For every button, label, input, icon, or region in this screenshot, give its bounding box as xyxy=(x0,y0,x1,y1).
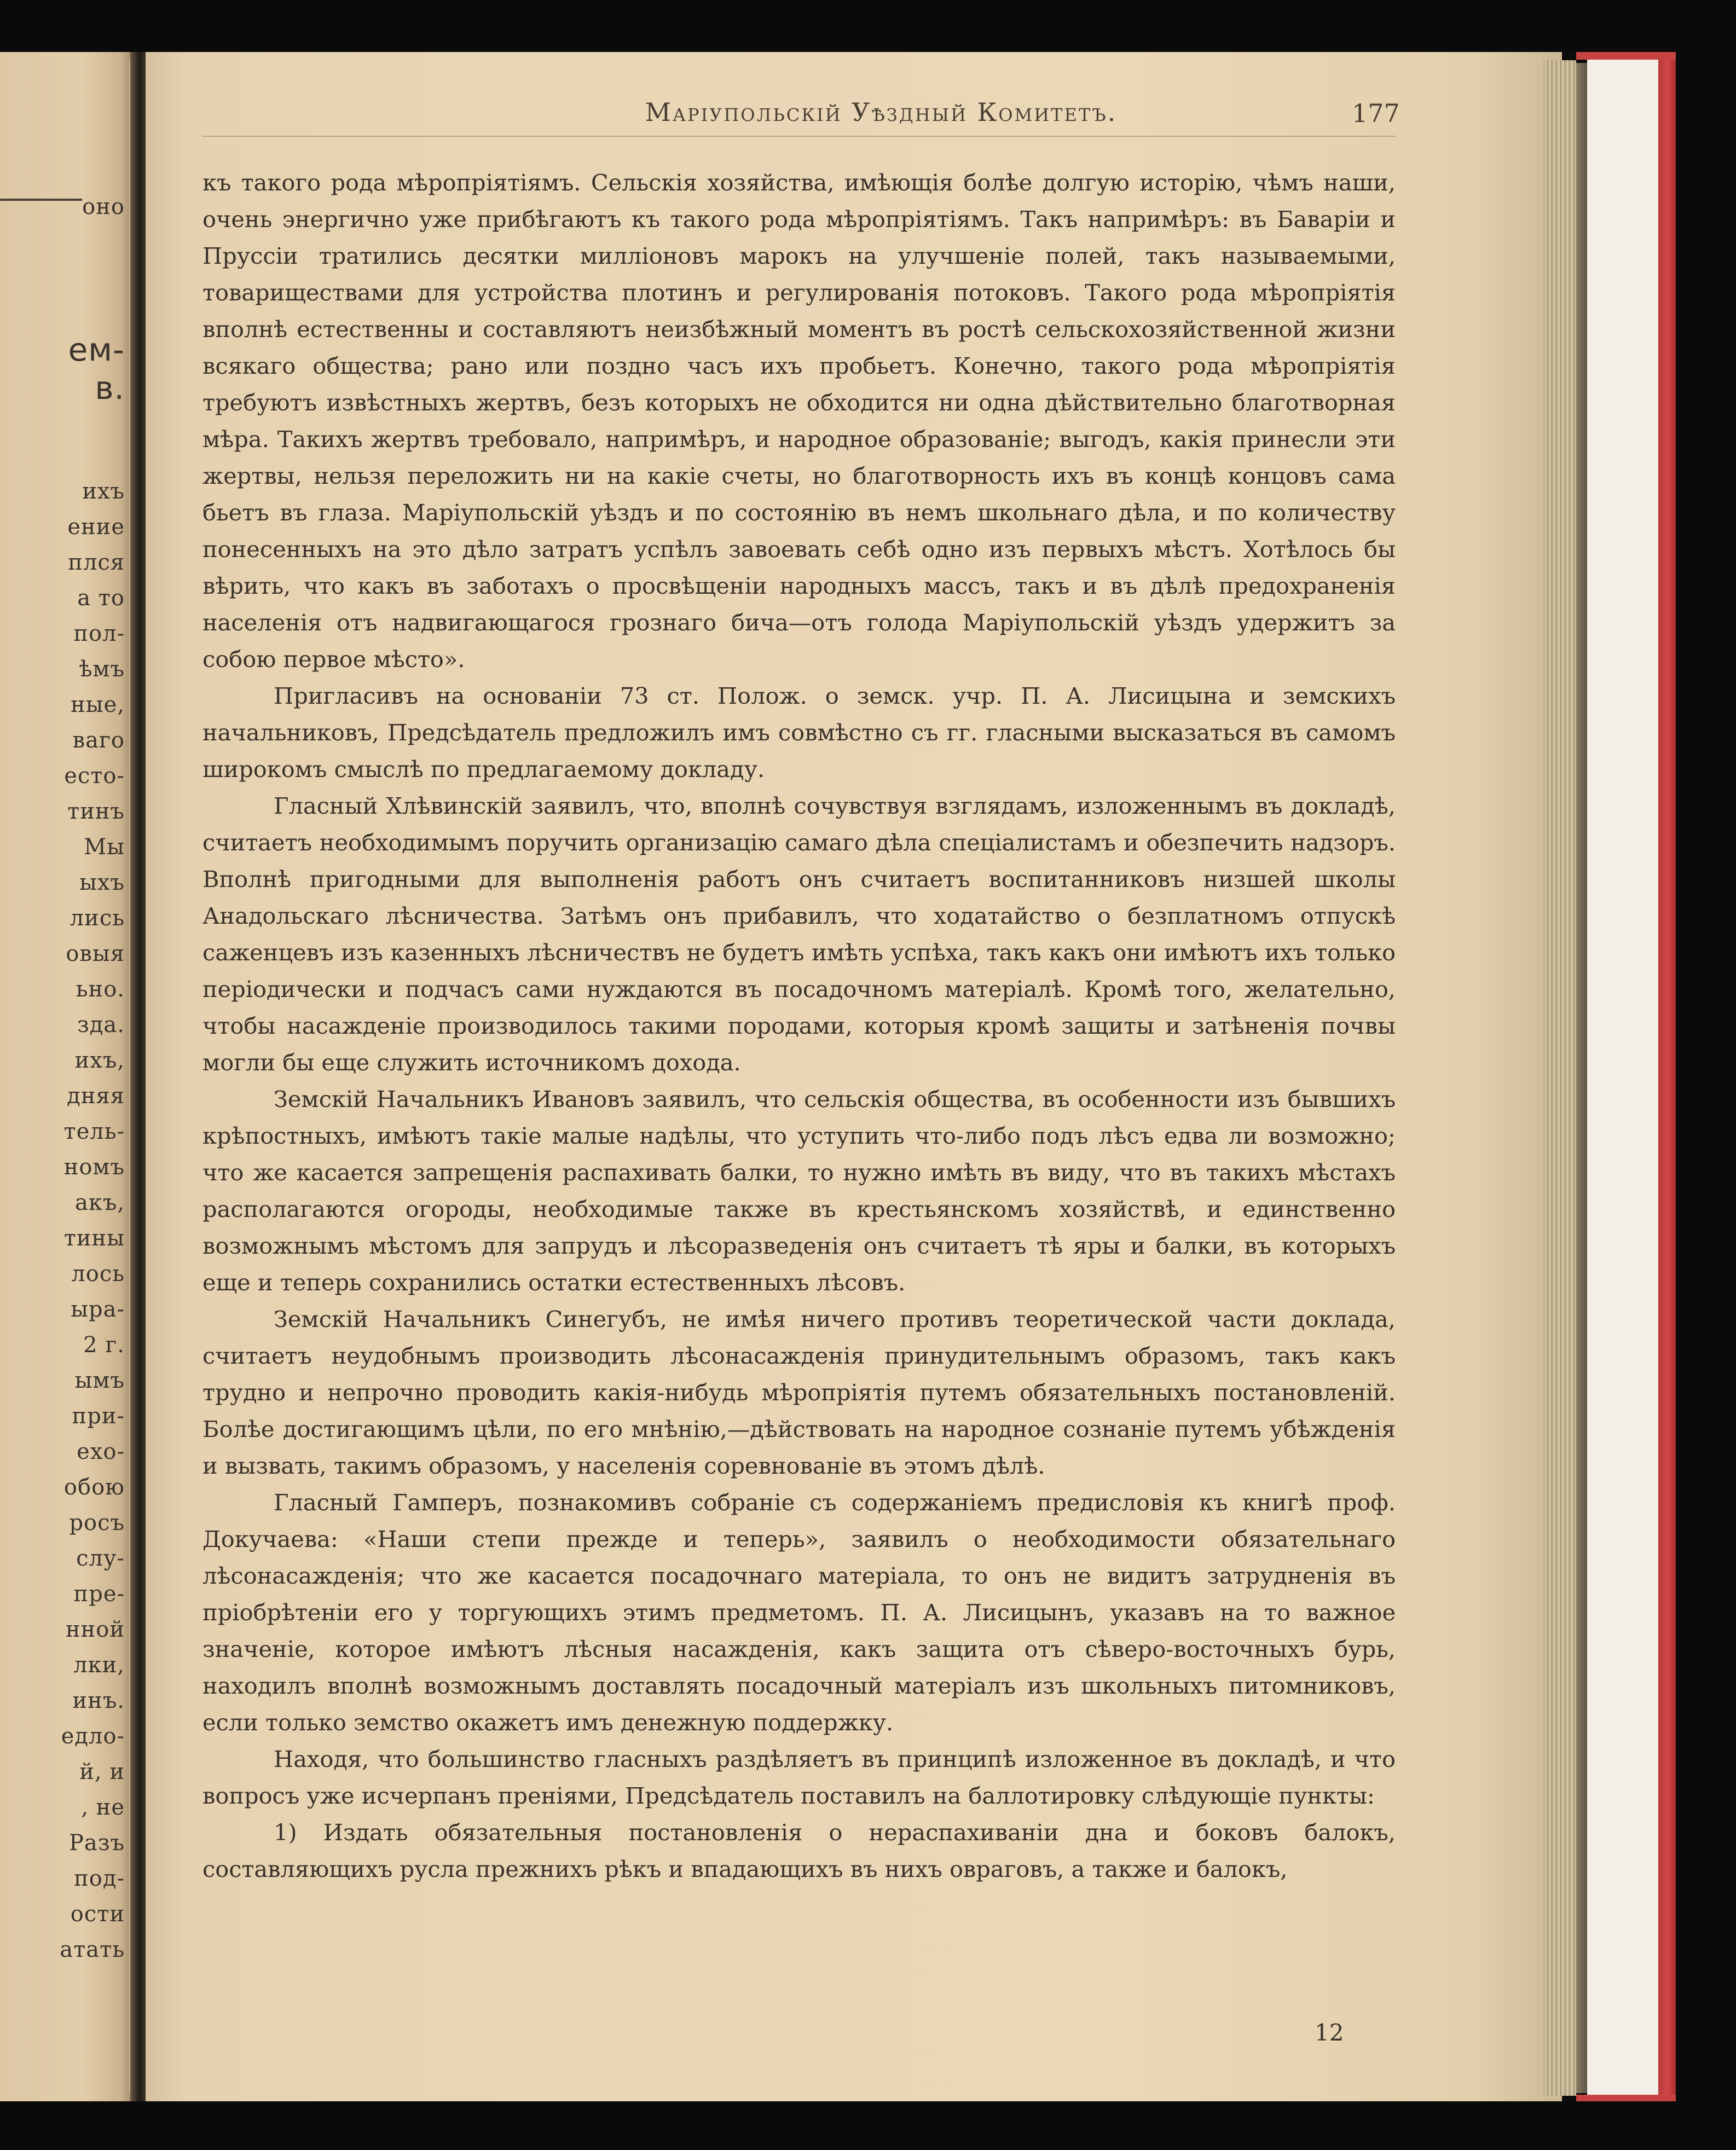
left-page-fragment: нной xyxy=(65,1617,125,1642)
left-page-fragment: атать xyxy=(60,1937,125,1962)
left-page-fragment: тины xyxy=(63,1226,125,1251)
book-cover-top xyxy=(1576,52,1676,60)
left-page-fragment: Разъ xyxy=(68,1830,125,1856)
left-page-fragment: Мы xyxy=(84,834,125,860)
left-page-fragment: овыя xyxy=(66,941,125,966)
left-page-fragment: лки, xyxy=(73,1653,125,1678)
left-page-fragment: пре- xyxy=(73,1581,125,1607)
book-cover-bottom xyxy=(1576,2095,1676,2101)
left-page-fragment: ости xyxy=(70,1902,125,1927)
body-text xyxy=(202,164,1396,1887)
left-page-fragment: обою xyxy=(63,1475,125,1500)
left-page-fragment: едло- xyxy=(61,1724,125,1749)
left-facing-page xyxy=(0,52,137,2101)
signature-mark: 12 xyxy=(1315,2019,1344,2046)
left-page-fragment: й, и xyxy=(79,1759,125,1784)
left-page-fragment: ные, xyxy=(71,692,125,717)
left-page-fragment: лось xyxy=(71,1261,125,1286)
paragraph: Гласный Хлѣвинскій заявилъ, что, вполнѣ сочувствуя взглядамъ, изложеннымъ въ докладѣ, считаетъ необходимымъ поручить организацію самаго дѣла спеціалистамъ и обезпечить надзоръ. Вполнѣ пригодными для выполненія работъ онъ считаетъ воспитанниковъ низшей школы Анадольскаго лѣсничества. Затѣмъ онъ прибавилъ, что ходатайство о безплатномъ отпускѣ саженцевъ изъ казенныхъ лѣсничествъ не будетъ имѣть успѣха, такъ какъ они имѣютъ ихъ только періодически и подчасъ сами нуждаются въ посадочномъ матеріалѣ. Кромѣ того, желательно, чтобы насажденіе производилось такими породами, которыя кромѣ защиты и затѣненія почвы могли бы еще служить источникомъ дохода. xyxy=(202,792,1396,1076)
page-number: 177 xyxy=(1352,98,1400,128)
endpaper xyxy=(1587,57,1658,2096)
left-page-fragment: тинъ xyxy=(67,799,125,824)
left-page-fragment: 2 г. xyxy=(83,1332,125,1358)
left-page-fragment: ихъ, xyxy=(74,1048,125,1073)
left-page-fragment: инъ. xyxy=(72,1688,125,1713)
left-page-fragment: росъ xyxy=(69,1510,125,1535)
page-stack-edge xyxy=(1543,60,1576,2096)
left-page-fragment: ыра- xyxy=(71,1297,125,1322)
left-page-fragment: ение xyxy=(67,514,125,540)
left-page-fragment: ьно. xyxy=(76,977,125,1002)
paragraph: Гласный Гамперъ, познакомивъ собраніе съ содержаніемъ предисловія къ книгѣ проф. Докучаева: «Наши степи прежде и теперь», заявилъ о необходимости обязательнаго лѣсонасажденія; что же касается посадочнаго матеріала, то онъ не видитъ затрудненія въ пріобрѣтеніи его у торгующихъ этимъ предметомъ. П. А. Лисицынъ, указавъ на то важное значеніе, которое имѣютъ лѣсныя насажденія, какъ защита отъ сѣверо-восточныхъ бурь, находилъ вполнѣ возможнымъ доставлять посадочный матеріалъ изъ школьныхъ питомниковъ, если только земство окажетъ имъ денежную поддержку. xyxy=(202,1489,1396,1736)
left-page-fragment: слу- xyxy=(76,1546,125,1571)
book-cover-edge xyxy=(1658,52,1676,2101)
left-page-fragment: а то xyxy=(77,586,125,611)
left-page-fragment: пол- xyxy=(73,621,125,646)
left-page-fragment: ем- xyxy=(68,331,125,368)
left-page-fragment: в. xyxy=(95,369,125,407)
left-page-fragment: при- xyxy=(72,1404,125,1429)
paragraph: 1) Издать обязательныя постановленія о нераспахиваніи дна и боковъ балокъ, составляющихъ русла прежнихъ рѣкъ и впадающихъ въ нихъ овраговъ, а также и балокъ, xyxy=(202,1819,1396,1882)
left-page-fragment: лись xyxy=(70,906,125,931)
left-page-fragment: ѣмъ xyxy=(79,657,125,682)
paragraph: Находя, что большинство гласныхъ раздѣляетъ въ принципѣ изложенное въ докладѣ, и что вопросъ уже исчерпанъ преніями, Предсѣдатель поставилъ на баллотировку слѣдующіе пункты: xyxy=(202,1746,1396,1809)
left-page-fragment: под- xyxy=(74,1866,125,1891)
book-gutter xyxy=(130,52,146,2101)
left-page-fragment: акъ, xyxy=(74,1190,125,1215)
paragraph: Земскій Начальникъ Синегубъ, не имѣя ничего противъ теоретической части доклада, считаетъ неудобнымъ производить лѣсонасажденія принудительнымъ образомъ, такъ какъ трудно и непрочно проводить какія-нибудь мѣропріятія путемъ обязательныхъ постановленій. Болѣе достигающимъ цѣли, по его мнѣнію,—дѣйствовать на народное сознаніе путемъ убѣжденія и вызвать, такимъ образомъ, у населенія соревнованіе въ этомъ дѣлѣ. xyxy=(202,1306,1396,1479)
running-head: Маріупольскій Уѣздный Комитетъ. xyxy=(645,97,1118,127)
left-page-fragment: ваго xyxy=(72,728,125,753)
left-page-fragment: зда. xyxy=(77,1012,125,1038)
left-page-fragment: ехо- xyxy=(77,1439,125,1464)
header-rule xyxy=(202,136,1396,137)
left-page-fragment: ихъ xyxy=(82,479,125,504)
left-page-rule xyxy=(0,199,82,201)
left-page-fragment: ымъ xyxy=(74,1368,125,1393)
left-page-fragment: есто- xyxy=(64,763,125,789)
left-page-fragment: дняя xyxy=(67,1083,125,1109)
page-stack-shadow xyxy=(1576,63,1587,2093)
left-page-fragment: тель- xyxy=(63,1119,125,1144)
paragraph: къ такого рода мѣропріятіямъ. Сельскія хозяйства, имѣющія болѣе долгую исторію, чѣмъ наши, очень энергично уже прибѣгаютъ къ такого рода мѣропріятіямъ. Такъ напримѣръ: въ Баваріи и Пруссіи тратились десятки милліоновъ марокъ на улучшеніе полей, такъ называемыми, товариществами для устройства плотинъ и регулированія потоковъ. Такого рода мѣропріятія вполнѣ естественны и составляютъ неизбѣжный моментъ въ ростѣ сельскохозяйственной жизни всякаго общества; рано или поздно часъ ихъ пробьетъ. Конечно, такого рода мѣропріятія требуютъ извѣстныхъ жертвъ, безъ которыхъ не обходится ни одна дѣйствительно благотворная мѣра. Такихъ жертвъ требовало, напримѣръ, и народное образованіе; выгодъ, какія принесли эти жертвы, нельзя переложить ни на какіе счеты, но благотворность ихъ въ концѣ концовъ сама бьетъ въ глаза. Маріупольскій уѣздъ и по состоянію въ немъ школьнаго дѣла, и по количеству понесенныхъ на это дѣло затратъ успѣлъ завоевать себѣ одно изъ первыхъ мѣстъ. Хотѣлось бы вѣрить, что какъ въ заботахъ о просвѣщеніи народныхъ массъ, такъ и въ дѣлѣ предохраненія населенія отъ надвигающагося грознаго бича—отъ голода Маріупольскій уѣздъ удержитъ за собою первое мѣсто». xyxy=(202,169,1396,673)
left-page-fragment: , не xyxy=(81,1795,125,1820)
left-page-fragment: оно xyxy=(82,194,125,219)
left-page-fragment: плся xyxy=(68,550,125,575)
paragraph: Земскій Начальникъ Ивановъ заявилъ, что сельскія общества, въ особенности изъ бывшихъ крѣпостныхъ, имѣютъ такіе малые надѣлы, что уступить что-либо подъ лѣсъ едва ли возможно; что же касается запрещенія распахивать балки, то нужно имѣть въ виду, что въ такихъ мѣстахъ располагаются огороды, необходимые также въ крестьянскомъ хозяйствѣ, и единственно возможнымъ мѣстомъ для запрудъ и лѣсоразведенія онъ считаетъ тѣ яры и балки, въ которыхъ еще и теперь сохранились остатки естественныхъ лѣсовъ. xyxy=(202,1086,1396,1296)
left-page-fragment: ыхъ xyxy=(79,870,125,895)
paragraph: Пригласивъ на основаніи 73 ст. Полож. о земск. учр. П. А. Лисицына и земскихъ начальниковъ, Предсѣдатель предложилъ имъ совмѣстно съ гг. гласными высказаться въ самомъ широкомъ смыслѣ по предлагаемому докладу. xyxy=(202,682,1396,783)
left-page-fragment: номъ xyxy=(63,1155,125,1180)
